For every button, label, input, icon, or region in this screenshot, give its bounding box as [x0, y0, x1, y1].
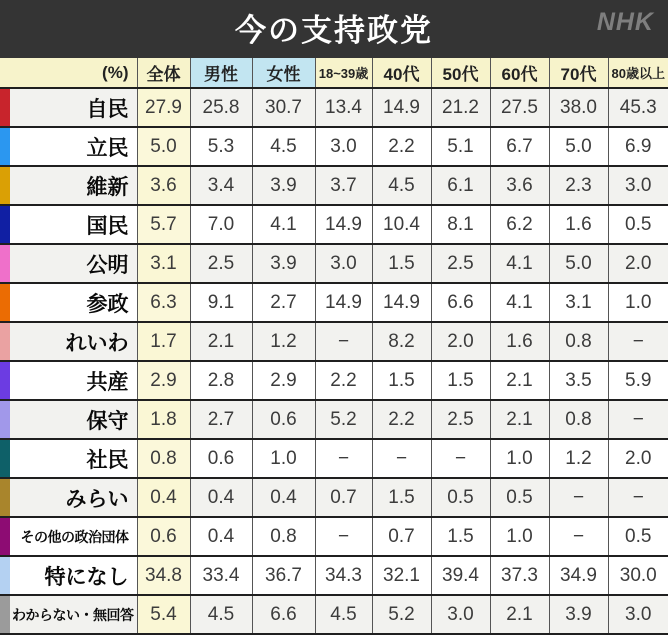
value-cell: 34.8 [137, 556, 190, 595]
value-cell: − [549, 478, 608, 517]
value-cell: 39.4 [431, 556, 490, 595]
party-label [0, 283, 137, 322]
column-header-9: 80歳以上 [608, 58, 668, 88]
table-row [0, 361, 668, 400]
value-cell: 0.5 [431, 478, 490, 517]
value-cell: 3.9 [252, 244, 315, 283]
header-row [0, 58, 668, 88]
party-color-bar [0, 284, 10, 321]
value-cell: 2.0 [608, 439, 668, 478]
party-label [0, 322, 137, 361]
value-cell: 3.5 [549, 361, 608, 400]
value-cell: − [315, 439, 372, 478]
value-cell: 0.7 [315, 478, 372, 517]
value-cell: 4.1 [252, 205, 315, 244]
table-row [0, 244, 668, 283]
table-row [0, 283, 668, 322]
value-cell: 4.5 [315, 595, 372, 634]
value-cell: 14.9 [315, 205, 372, 244]
value-cell: − [431, 439, 490, 478]
column-header-8: 70代 [549, 58, 608, 88]
table-row [0, 478, 668, 517]
column-header-1: 全体 [137, 58, 190, 88]
value-cell: 3.1 [137, 244, 190, 283]
value-cell: 5.3 [190, 127, 252, 166]
value-cell: 0.4 [190, 478, 252, 517]
value-cell: − [315, 322, 372, 361]
value-cell: 0.5 [608, 205, 668, 244]
party-label [0, 595, 137, 634]
value-cell: 1.5 [431, 361, 490, 400]
value-cell: 0.8 [549, 400, 608, 439]
value-cell: 8.1 [431, 205, 490, 244]
party-color-bar [0, 167, 10, 204]
party-name-text: 社民 [86, 448, 129, 472]
party-label [0, 439, 137, 478]
value-cell: 38.0 [549, 88, 608, 127]
value-cell: 6.9 [608, 127, 668, 166]
party-color-bar [0, 557, 10, 594]
column-header-3: 女性 [252, 58, 315, 88]
value-cell: 2.5 [431, 400, 490, 439]
value-cell: 2.9 [137, 361, 190, 400]
value-cell: 1.0 [252, 439, 315, 478]
value-cell: 33.4 [190, 556, 252, 595]
value-cell: − [608, 322, 668, 361]
column-header-4: 18~39歳 [315, 58, 372, 88]
value-cell: 34.9 [549, 556, 608, 595]
value-cell: 4.5 [190, 595, 252, 634]
table-body [0, 88, 668, 634]
value-cell: 1.5 [372, 244, 431, 283]
party-name-text: わからない・無回答 [12, 606, 134, 623]
value-cell: 1.2 [252, 322, 315, 361]
value-cell: 3.6 [137, 166, 190, 205]
value-cell: 3.1 [549, 283, 608, 322]
column-header-6: 50代 [431, 58, 490, 88]
value-cell: 3.0 [431, 595, 490, 634]
value-cell: 2.1 [190, 322, 252, 361]
value-cell: 0.8 [252, 517, 315, 556]
column-header-5: 40代 [372, 58, 431, 88]
page-title: 今の支持政党 [235, 12, 433, 48]
support-table [0, 58, 668, 635]
value-cell: 3.6 [490, 166, 549, 205]
value-cell: 7.0 [190, 205, 252, 244]
value-cell: 5.0 [137, 127, 190, 166]
value-cell: 1.8 [137, 400, 190, 439]
party-color-bar [0, 440, 10, 477]
value-cell: 0.7 [372, 517, 431, 556]
party-name-text: 国民 [86, 214, 129, 238]
party-name-text: 参政 [86, 292, 129, 316]
value-cell: 1.0 [490, 517, 549, 556]
party-name-text: 自民 [86, 97, 129, 121]
party-color-bar [0, 362, 10, 399]
value-cell: 5.2 [372, 595, 431, 634]
value-cell: 0.6 [190, 439, 252, 478]
value-cell: 14.9 [372, 283, 431, 322]
value-cell: 3.4 [190, 166, 252, 205]
party-color-bar [0, 89, 10, 126]
value-cell: 13.4 [315, 88, 372, 127]
party-color-bar [0, 245, 10, 282]
value-cell: 3.0 [315, 127, 372, 166]
value-cell: 30.7 [252, 88, 315, 127]
value-cell: 6.3 [137, 283, 190, 322]
value-cell: 37.3 [490, 556, 549, 595]
party-name-text: 公明 [86, 253, 129, 277]
party-label [0, 517, 137, 556]
table-row [0, 322, 668, 361]
value-cell: 0.8 [549, 322, 608, 361]
party-color-bar [0, 323, 10, 360]
value-cell: 3.0 [315, 244, 372, 283]
value-cell: 5.4 [137, 595, 190, 634]
party-label [0, 244, 137, 283]
value-cell: 6.6 [431, 283, 490, 322]
value-cell: 0.8 [137, 439, 190, 478]
value-cell: 2.5 [431, 244, 490, 283]
value-cell: 2.2 [372, 400, 431, 439]
party-name-text: 維新 [86, 175, 129, 199]
value-cell: 0.6 [137, 517, 190, 556]
value-cell: 14.9 [315, 283, 372, 322]
value-cell: 2.2 [372, 127, 431, 166]
value-cell: − [549, 517, 608, 556]
value-cell: 5.2 [315, 400, 372, 439]
value-cell: 0.5 [490, 478, 549, 517]
party-label [0, 478, 137, 517]
column-header-0: (%) [0, 58, 137, 88]
table-row [0, 439, 668, 478]
party-name-text: 保守 [86, 409, 129, 433]
party-label [0, 205, 137, 244]
value-cell: 5.9 [608, 361, 668, 400]
value-cell: 5.1 [431, 127, 490, 166]
value-cell: 4.1 [490, 283, 549, 322]
value-cell: 0.4 [137, 478, 190, 517]
nhk-logo: NHK [596, 8, 654, 36]
value-cell: 6.7 [490, 127, 549, 166]
value-cell: 5.0 [549, 127, 608, 166]
value-cell: 4.5 [372, 166, 431, 205]
party-label [0, 127, 137, 166]
value-cell: 1.2 [549, 439, 608, 478]
value-cell: 3.7 [315, 166, 372, 205]
value-cell: 32.1 [372, 556, 431, 595]
value-cell: − [315, 517, 372, 556]
value-cell: 1.0 [608, 283, 668, 322]
value-cell: − [372, 439, 431, 478]
column-header-2: 男性 [190, 58, 252, 88]
party-color-bar [0, 479, 10, 516]
value-cell: 2.1 [490, 400, 549, 439]
table-row [0, 400, 668, 439]
table-row [0, 205, 668, 244]
value-cell: 8.2 [372, 322, 431, 361]
party-label [0, 400, 137, 439]
party-label [0, 361, 137, 400]
party-name-text: れいわ [65, 331, 129, 355]
party-name-text: みらい [65, 487, 129, 511]
value-cell: 6.1 [431, 166, 490, 205]
party-color-bar [0, 401, 10, 438]
party-label [0, 166, 137, 205]
value-cell: 2.8 [190, 361, 252, 400]
value-cell: 6.2 [490, 205, 549, 244]
table-row [0, 556, 668, 595]
value-cell: 5.7 [137, 205, 190, 244]
party-color-bar [0, 596, 10, 633]
value-cell: 14.9 [372, 88, 431, 127]
value-cell: 0.4 [252, 478, 315, 517]
value-cell: 4.1 [490, 244, 549, 283]
value-cell: 0.5 [608, 517, 668, 556]
value-cell: 6.6 [252, 595, 315, 634]
value-cell: 1.7 [137, 322, 190, 361]
value-cell: 5.0 [549, 244, 608, 283]
value-cell: 2.0 [608, 244, 668, 283]
party-color-bar [0, 518, 10, 555]
value-cell: 1.5 [431, 517, 490, 556]
value-cell: 1.0 [490, 439, 549, 478]
value-cell: 30.0 [608, 556, 668, 595]
party-name-text: その他の政治団体 [20, 528, 129, 545]
value-cell: 45.3 [608, 88, 668, 127]
value-cell: 2.9 [252, 361, 315, 400]
table-row [0, 88, 668, 127]
value-cell: 2.0 [431, 322, 490, 361]
column-header-7: 60代 [490, 58, 549, 88]
party-label [0, 88, 137, 127]
value-cell: 1.5 [372, 361, 431, 400]
party-name-text: 特になし [44, 565, 129, 589]
value-cell: 25.8 [190, 88, 252, 127]
table-row [0, 127, 668, 166]
value-cell: 2.1 [490, 361, 549, 400]
table-row [0, 166, 668, 205]
value-cell: 27.5 [490, 88, 549, 127]
value-cell: − [608, 400, 668, 439]
value-cell: 3.0 [608, 595, 668, 634]
party-color-bar [0, 206, 10, 243]
value-cell: 1.6 [549, 205, 608, 244]
title-bar [0, 0, 668, 58]
value-cell: 2.1 [490, 595, 549, 634]
value-cell: 1.6 [490, 322, 549, 361]
party-label [0, 556, 137, 595]
value-cell: − [608, 478, 668, 517]
value-cell: 21.2 [431, 88, 490, 127]
value-cell: 3.9 [252, 166, 315, 205]
value-cell: 36.7 [252, 556, 315, 595]
table-row [0, 517, 668, 556]
value-cell: 2.5 [190, 244, 252, 283]
value-cell: 0.6 [252, 400, 315, 439]
value-cell: 2.3 [549, 166, 608, 205]
value-cell: 2.2 [315, 361, 372, 400]
value-cell: 4.5 [252, 127, 315, 166]
value-cell: 34.3 [315, 556, 372, 595]
party-name-text: 共産 [86, 370, 129, 394]
value-cell: 3.9 [549, 595, 608, 634]
value-cell: 2.7 [190, 400, 252, 439]
value-cell: 10.4 [372, 205, 431, 244]
party-name-text: 立民 [86, 136, 129, 160]
value-cell: 0.4 [190, 517, 252, 556]
table-row [0, 595, 668, 634]
value-cell: 3.0 [608, 166, 668, 205]
value-cell: 1.5 [372, 478, 431, 517]
value-cell: 27.9 [137, 88, 190, 127]
party-color-bar [0, 128, 10, 165]
value-cell: 2.7 [252, 283, 315, 322]
value-cell: 9.1 [190, 283, 252, 322]
